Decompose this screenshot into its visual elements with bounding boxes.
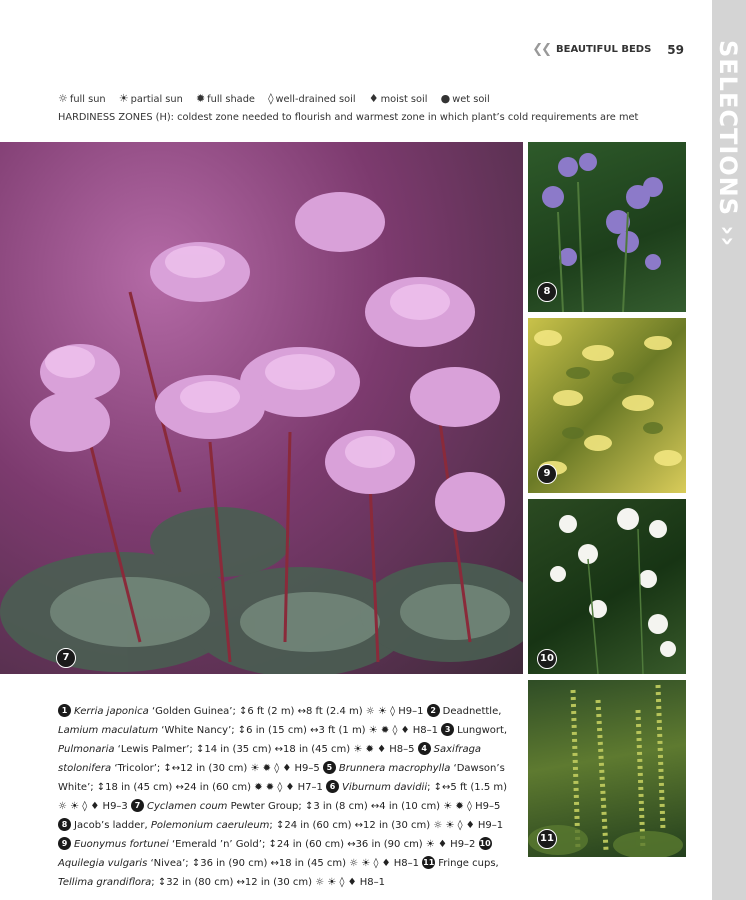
euonymus-photo xyxy=(528,318,686,493)
caption-item: 4 Saxifraga stolonifera ‘Tricolor’; ↕↔12 in (30 cm) ☀ ✹ ◊ ♦ H9–5 xyxy=(58,744,482,774)
side-tab-label: SELECTIONS ›› xyxy=(714,40,742,248)
caption-item: 10Aquilegia vulgaris ‘Nivea’; ↕36 in (90 cm) ↔18 in (45 cm) ☼ ☀ ◊ ♦ H8–1 xyxy=(58,839,491,869)
well-drained-soil-icon: ◊ xyxy=(268,92,274,105)
cyclamen-illustration xyxy=(0,142,523,674)
fringe-cups-photo xyxy=(528,680,686,857)
caption-item: 8 Jacob’s ladder, Polemonium caeruleum; ↕24 in (60 cm) ↔12 in (30 cm) ☼ ☀ ◊ ♦ H9–1 xyxy=(58,820,503,831)
caption-item: 7 Cyclamen coum Pewter Group; ↕3 in (8 cm) ↔4 in (10 cm) ☀ ✹ ◊ H9–5 xyxy=(131,801,500,812)
chevron-left-icon: ❮❮ xyxy=(532,42,550,57)
caption-item: 2 Deadnettle, Lamium maculatum ‘White Nancy’; ↕6 in (15 cm) ↔3 ft (1 m) ☀ ✹ ◊ ♦ H8–1 xyxy=(58,706,502,736)
partial-sun-icon: ☀ xyxy=(118,92,129,105)
full-shade-icon: ✹ xyxy=(195,92,206,105)
plant-captions xyxy=(58,702,508,892)
caption-item: 9 Euonymus fortunei ‘Emerald ’n’ Gold’; ↕24 in (60 cm) ↔36 in (90 cm) ☀ ♦ H9–2 xyxy=(58,839,479,850)
legend-full-shade: full shade xyxy=(207,94,255,105)
jacobs-ladder-photo xyxy=(528,142,686,312)
wet-soil-icon: ● xyxy=(440,92,451,105)
caption-item: 6 Viburnum davidii; ↕↔5 ft (1.5 m) ☼ ☀ ◊ ♦ H9–3 xyxy=(58,782,508,812)
page-number: 59 xyxy=(667,42,684,57)
photo-number-badge: 9 xyxy=(537,464,557,484)
hardiness-note: HARDINESS ZONES (H): coldest zone needed to flourish and warmest zone in which plant’s cold requirements are met xyxy=(58,112,639,123)
legend-wet: wet soil xyxy=(452,94,490,105)
section-title: BEAUTIFUL BEDS xyxy=(555,44,652,55)
legend-full-sun: full sun xyxy=(69,94,106,105)
section-side-tab xyxy=(712,0,746,900)
moist-soil-icon: ♦ xyxy=(368,92,379,105)
caption-item: 5 Brunnera macrophylla ‘Dawson’s White’; ↕18 in (45 cm) ↔24 in (60 cm) ✹ ✹ ◊ ♦ H7–1 xyxy=(58,763,505,793)
symbol-legend xyxy=(58,90,698,127)
photo-number-badge: 8 xyxy=(537,282,557,302)
running-header xyxy=(532,42,684,57)
legend-moist: moist soil xyxy=(380,94,428,105)
legend-well-drained: well-drained soil xyxy=(275,94,356,105)
photo-number-badge: 11 xyxy=(537,829,557,849)
photo-number-badge: 7 xyxy=(56,648,76,668)
full-sun-icon: ☼ xyxy=(58,92,68,105)
aquilegia-photo xyxy=(528,499,686,674)
aquilegia-illustration xyxy=(528,499,686,674)
photo-number-badge: 10 xyxy=(537,649,557,669)
cyclamen-photo xyxy=(0,142,523,674)
caption-item: 3 Lungwort, Pulmonaria ‘Lewis Palmer’; ↕14 in (35 cm) ↔18 in (45 cm) ☀ ✹ ♦ H8–5 xyxy=(58,725,508,755)
caption-item: 11 Fringe cups, Tellima grandiflora; ↕32 in (80 cm) ↔12 in (30 cm) ☼ ☀ ◊ ♦ H8–1 xyxy=(58,858,499,888)
legend-partial-sun: partial sun xyxy=(130,94,183,105)
caption-item: 1 Kerria japonica ‘Golden Guinea’; ↕6 ft (2 m) ↔8 ft (2.4 m) ☼ ☀ ◊ H9–1 xyxy=(58,706,427,717)
